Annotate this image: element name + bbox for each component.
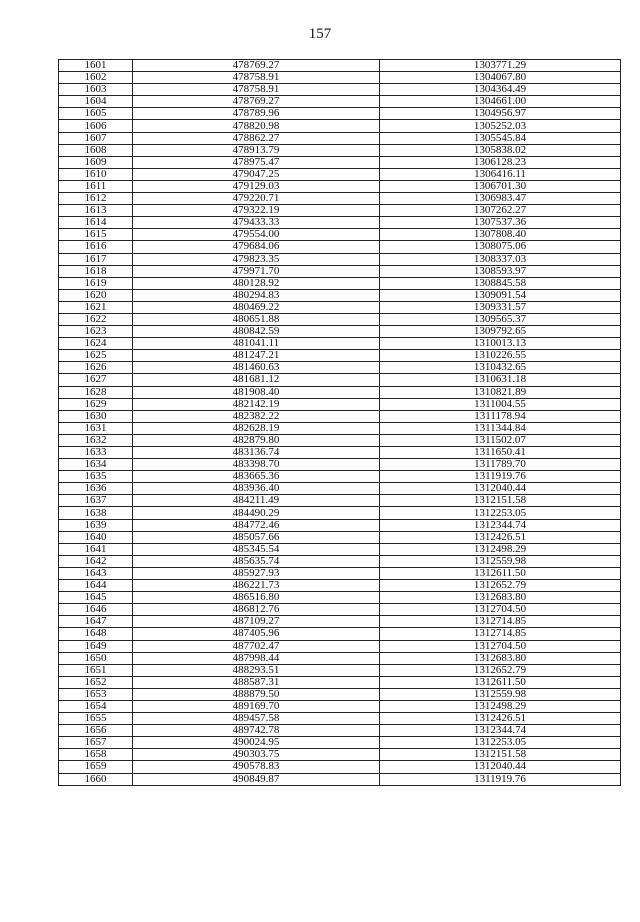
y-coordinate-cell: 1312652.79 [380,664,621,676]
point-number-cell: 1601 [59,60,133,72]
point-number-cell: 1638 [59,507,133,519]
point-number-cell: 1648 [59,628,133,640]
point-number-cell: 1654 [59,700,133,712]
table-row [59,519,621,531]
point-number-cell: 1660 [59,773,133,785]
point-number-cell: 1655 [59,713,133,725]
x-coordinate-cell: 484772.46 [133,519,380,531]
table-row [59,120,621,132]
y-coordinate-cell: 1310226.55 [380,350,621,362]
x-coordinate-cell: 484211.49 [133,495,380,507]
x-coordinate-cell: 487998.44 [133,652,380,664]
table-row [59,422,621,434]
y-coordinate-cell: 1312559.98 [380,555,621,567]
y-coordinate-cell: 1309091.54 [380,289,621,301]
y-coordinate-cell: 1308845.58 [380,277,621,289]
point-number-cell: 1640 [59,531,133,543]
x-coordinate-cell: 480128.92 [133,277,380,289]
y-coordinate-cell: 1303771.29 [380,60,621,72]
y-coordinate-cell: 1312040.44 [380,483,621,495]
x-coordinate-cell: 485635.74 [133,555,380,567]
table-row [59,725,621,737]
x-coordinate-cell: 483665.36 [133,471,380,483]
x-coordinate-cell: 478769.27 [133,60,380,72]
y-coordinate-cell: 1312040.44 [380,761,621,773]
x-coordinate-cell: 488587.31 [133,676,380,688]
point-number-cell: 1622 [59,313,133,325]
table-row [59,531,621,543]
table-row [59,580,621,592]
point-number-cell: 1657 [59,737,133,749]
point-number-cell: 1626 [59,362,133,374]
point-number-cell: 1618 [59,265,133,277]
point-number-cell: 1641 [59,543,133,555]
y-coordinate-cell: 1312704.50 [380,604,621,616]
y-coordinate-cell: 1305838.02 [380,144,621,156]
point-number-cell: 1658 [59,749,133,761]
y-coordinate-cell: 1306701.30 [380,180,621,192]
table-row [59,459,621,471]
y-coordinate-cell: 1304661.00 [380,96,621,108]
point-number-cell: 1652 [59,676,133,688]
y-coordinate-cell: 1312253.05 [380,507,621,519]
x-coordinate-cell: 483398.70 [133,459,380,471]
x-coordinate-cell: 481681.12 [133,374,380,386]
x-coordinate-cell: 485345.54 [133,543,380,555]
point-number-cell: 1614 [59,217,133,229]
y-coordinate-cell: 1312344.74 [380,725,621,737]
x-coordinate-cell: 478820.98 [133,120,380,132]
x-coordinate-cell: 487405.96 [133,628,380,640]
table-row [59,676,621,688]
table-row [59,761,621,773]
x-coordinate-cell: 479823.35 [133,253,380,265]
x-coordinate-cell: 483936.40 [133,483,380,495]
y-coordinate-cell: 1311789.70 [380,459,621,471]
point-number-cell: 1653 [59,688,133,700]
point-number-cell: 1634 [59,459,133,471]
y-coordinate-cell: 1312253.05 [380,737,621,749]
x-coordinate-cell: 489457.58 [133,713,380,725]
x-coordinate-cell: 479129.03 [133,180,380,192]
x-coordinate-cell: 486221.73 [133,580,380,592]
table-row [59,688,621,700]
table-row [59,193,621,205]
point-number-cell: 1613 [59,205,133,217]
x-coordinate-cell: 489169.70 [133,700,380,712]
table-row [59,628,621,640]
y-coordinate-cell: 1310631.18 [380,374,621,386]
point-number-cell: 1631 [59,422,133,434]
y-coordinate-cell: 1310432.65 [380,362,621,374]
x-coordinate-cell: 486516.80 [133,592,380,604]
y-coordinate-cell: 1312683.80 [380,592,621,604]
x-coordinate-cell: 482142.19 [133,398,380,410]
table-row [59,604,621,616]
table-row [59,350,621,362]
point-number-cell: 1609 [59,156,133,168]
page-number: 157 [308,26,332,42]
point-number-cell: 1643 [59,567,133,579]
x-coordinate-cell: 489742.78 [133,725,380,737]
point-number-cell: 1619 [59,277,133,289]
point-number-cell: 1647 [59,616,133,628]
point-number-cell: 1610 [59,168,133,180]
y-coordinate-cell: 1312714.85 [380,616,621,628]
point-number-cell: 1616 [59,241,133,253]
y-coordinate-cell: 1307537.36 [380,217,621,229]
table-row [59,326,621,338]
table-row [59,156,621,168]
point-number-cell: 1651 [59,664,133,676]
y-coordinate-cell: 1311178.94 [380,410,621,422]
table-row [59,555,621,567]
y-coordinate-cell: 1306983.47 [380,193,621,205]
x-coordinate-cell: 478789.96 [133,108,380,120]
y-coordinate-cell: 1311004.55 [380,398,621,410]
y-coordinate-cell: 1312704.50 [380,640,621,652]
point-number-cell: 1627 [59,374,133,386]
point-number-cell: 1612 [59,193,133,205]
x-coordinate-cell: 487109.27 [133,616,380,628]
table-row [59,374,621,386]
y-coordinate-cell: 1312559.98 [380,688,621,700]
point-number-cell: 1605 [59,108,133,120]
table-row [59,108,621,120]
table-row [59,96,621,108]
x-coordinate-cell: 481041.11 [133,338,380,350]
point-number-cell: 1649 [59,640,133,652]
table-row [59,301,621,313]
point-number-cell: 1642 [59,555,133,567]
table-row [59,168,621,180]
x-coordinate-cell: 480651.88 [133,313,380,325]
x-coordinate-cell: 479684.06 [133,241,380,253]
x-coordinate-cell: 479971.70 [133,265,380,277]
point-number-cell: 1659 [59,761,133,773]
x-coordinate-cell: 485057.66 [133,531,380,543]
y-coordinate-cell: 1310013.13 [380,338,621,350]
x-coordinate-cell: 479433.33 [133,217,380,229]
y-coordinate-cell: 1312611.50 [380,676,621,688]
table-row [59,144,621,156]
y-coordinate-cell: 1306128.23 [380,156,621,168]
y-coordinate-cell: 1309565.37 [380,313,621,325]
y-coordinate-cell: 1312498.29 [380,700,621,712]
table-row [59,338,621,350]
y-coordinate-cell: 1306416.11 [380,168,621,180]
table-row [59,471,621,483]
point-number-cell: 1644 [59,580,133,592]
y-coordinate-cell: 1307262.27 [380,205,621,217]
x-coordinate-cell: 485927.93 [133,567,380,579]
x-coordinate-cell: 482382.22 [133,410,380,422]
table-row [59,362,621,374]
y-coordinate-cell: 1311919.76 [380,773,621,785]
x-coordinate-cell: 484490.29 [133,507,380,519]
y-coordinate-cell: 1312714.85 [380,628,621,640]
y-coordinate-cell: 1311344.84 [380,422,621,434]
y-coordinate-cell: 1309792.65 [380,326,621,338]
x-coordinate-cell: 478862.27 [133,132,380,144]
table-row [59,664,621,676]
point-number-cell: 1646 [59,604,133,616]
table-row [59,434,621,446]
x-coordinate-cell: 490578.83 [133,761,380,773]
table-row [59,567,621,579]
table-row [59,84,621,96]
table-row [59,289,621,301]
table-row [59,652,621,664]
x-coordinate-cell: 478758.91 [133,84,380,96]
x-coordinate-cell: 480842.59 [133,326,380,338]
point-number-cell: 1617 [59,253,133,265]
point-number-cell: 1621 [59,301,133,313]
point-number-cell: 1656 [59,725,133,737]
table-row [59,483,621,495]
table-row [59,60,621,72]
table-row [59,132,621,144]
table-row [59,410,621,422]
point-number-cell: 1602 [59,72,133,84]
table-row [59,507,621,519]
point-number-cell: 1632 [59,434,133,446]
table-row [59,265,621,277]
coordinates-table-body [59,60,621,786]
y-coordinate-cell: 1312426.51 [380,713,621,725]
point-number-cell: 1650 [59,652,133,664]
table-row [59,773,621,785]
x-coordinate-cell: 479047.25 [133,168,380,180]
x-coordinate-cell: 483136.74 [133,447,380,459]
y-coordinate-cell: 1304067.80 [380,72,621,84]
x-coordinate-cell: 481247.21 [133,350,380,362]
table-row [59,217,621,229]
table-row [59,205,621,217]
x-coordinate-cell: 488293.51 [133,664,380,676]
point-number-cell: 1630 [59,410,133,422]
point-number-cell: 1611 [59,180,133,192]
y-coordinate-cell: 1311650.41 [380,447,621,459]
coordinates-table [58,59,621,786]
table-row [59,495,621,507]
table-row [59,592,621,604]
y-coordinate-cell: 1311919.76 [380,471,621,483]
point-number-cell: 1603 [59,84,133,96]
point-number-cell: 1639 [59,519,133,531]
point-number-cell: 1607 [59,132,133,144]
x-coordinate-cell: 478913.79 [133,144,380,156]
y-coordinate-cell: 1312498.29 [380,543,621,555]
table-row [59,447,621,459]
point-number-cell: 1635 [59,471,133,483]
y-coordinate-cell: 1312151.58 [380,495,621,507]
y-coordinate-cell: 1305252.03 [380,120,621,132]
table-row [59,398,621,410]
point-number-cell: 1629 [59,398,133,410]
point-number-cell: 1628 [59,386,133,398]
table-row [59,713,621,725]
y-coordinate-cell: 1312652.79 [380,580,621,592]
y-coordinate-cell: 1304364.49 [380,84,621,96]
point-number-cell: 1637 [59,495,133,507]
x-coordinate-cell: 479322.19 [133,205,380,217]
y-coordinate-cell: 1307808.40 [380,229,621,241]
table-row [59,241,621,253]
point-number-cell: 1615 [59,229,133,241]
point-number-cell: 1636 [59,483,133,495]
point-number-cell: 1620 [59,289,133,301]
table-row [59,737,621,749]
x-coordinate-cell: 487702.47 [133,640,380,652]
y-coordinate-cell: 1312611.50 [380,567,621,579]
y-coordinate-cell: 1305545.84 [380,132,621,144]
x-coordinate-cell: 490024.95 [133,737,380,749]
y-coordinate-cell: 1312344.74 [380,519,621,531]
table-row [59,386,621,398]
x-coordinate-cell: 481908.40 [133,386,380,398]
x-coordinate-cell: 479554.00 [133,229,380,241]
y-coordinate-cell: 1312151.58 [380,749,621,761]
point-number-cell: 1624 [59,338,133,350]
x-coordinate-cell: 479220.71 [133,193,380,205]
x-coordinate-cell: 478975.47 [133,156,380,168]
table-row [59,229,621,241]
x-coordinate-cell: 486812.76 [133,604,380,616]
table-row [59,277,621,289]
x-coordinate-cell: 478758.91 [133,72,380,84]
table-row [59,640,621,652]
y-coordinate-cell: 1310821.89 [380,386,621,398]
point-number-cell: 1645 [59,592,133,604]
x-coordinate-cell: 488879.50 [133,688,380,700]
y-coordinate-cell: 1311502.07 [380,434,621,446]
x-coordinate-cell: 480469.22 [133,301,380,313]
table-row [59,700,621,712]
x-coordinate-cell: 478769.27 [133,96,380,108]
x-coordinate-cell: 481460.63 [133,362,380,374]
x-coordinate-cell: 490303.75 [133,749,380,761]
table-row [59,543,621,555]
y-coordinate-cell: 1312426.51 [380,531,621,543]
table-row [59,749,621,761]
y-coordinate-cell: 1304956.97 [380,108,621,120]
x-coordinate-cell: 480294.83 [133,289,380,301]
table-row [59,180,621,192]
point-number-cell: 1625 [59,350,133,362]
y-coordinate-cell: 1308337.03 [380,253,621,265]
point-number-cell: 1623 [59,326,133,338]
y-coordinate-cell: 1312683.80 [380,652,621,664]
point-number-cell: 1633 [59,447,133,459]
point-number-cell: 1608 [59,144,133,156]
point-number-cell: 1604 [59,96,133,108]
table-row [59,616,621,628]
table-row [59,253,621,265]
y-coordinate-cell: 1308075.06 [380,241,621,253]
y-coordinate-cell: 1309331.57 [380,301,621,313]
point-number-cell: 1606 [59,120,133,132]
table-row [59,313,621,325]
y-coordinate-cell: 1308593.97 [380,265,621,277]
x-coordinate-cell: 482879.80 [133,434,380,446]
x-coordinate-cell: 490849.87 [133,773,380,785]
x-coordinate-cell: 482628.19 [133,422,380,434]
table-row [59,72,621,84]
